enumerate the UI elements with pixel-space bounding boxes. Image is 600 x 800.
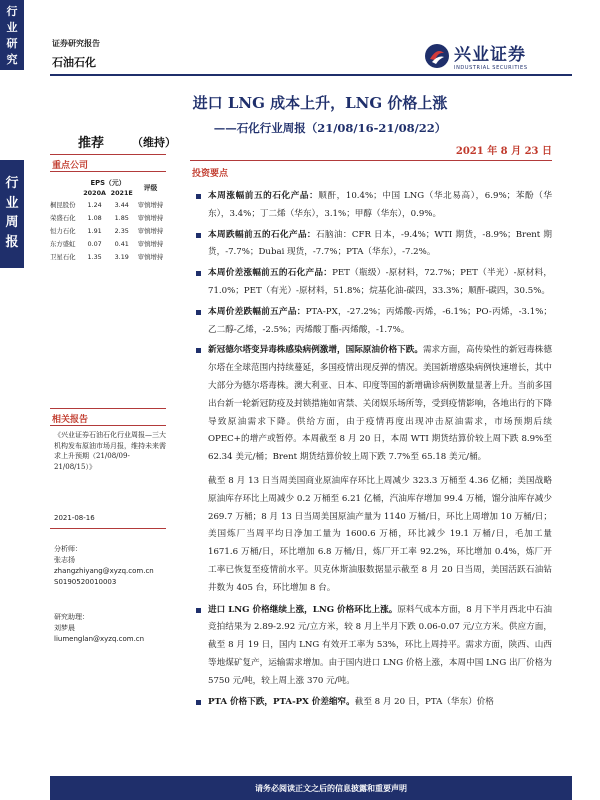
side-tab-industry-research — [0, 0, 24, 70]
analyst-name: 张志扬 — [54, 555, 75, 564]
sector-label: 石油石化 — [52, 56, 96, 69]
eps-2020: 1.24 — [87, 200, 102, 209]
eps-2020: 1.91 — [87, 226, 102, 235]
report-subtitle: ——石化行业周报（21/08/16-21/08/22） — [213, 121, 447, 135]
side-tab-weekly-report — [0, 160, 24, 268]
eps-2020: 0.07 — [87, 239, 102, 248]
bullet-item — [194, 227, 552, 263]
company-rating: 审慎增持 — [137, 240, 164, 248]
bullet-item — [194, 304, 552, 340]
side-tab-char: 业 — [5, 195, 19, 211]
assistant-email[interactable]: liumenglan@xyzq.com.cn — [54, 634, 145, 643]
company-name: 桐昆股份 — [50, 201, 76, 209]
side-tab-char: 周 — [5, 215, 19, 230]
table-row — [50, 224, 166, 237]
report-title: 进口 LNG 成本上升，LNG 价格上涨 — [192, 94, 448, 112]
left-divider — [50, 425, 166, 426]
bullet-item — [194, 694, 552, 712]
company-rating: 审慎增持 — [137, 201, 164, 209]
left-divider — [50, 171, 166, 172]
header-divider — [50, 74, 572, 76]
company-rating: 审慎增持 — [137, 227, 164, 235]
assistant-name: 刘梦晨 — [54, 623, 75, 632]
side-tab-char: 报 — [5, 234, 19, 250]
bullet-item — [194, 602, 552, 691]
bullet-lead: 本周涨幅前五的石化产品： — [208, 191, 319, 201]
bullet-text: PTA-PX，-27.2%；丙烯酸-丙烯，-6.1%；PO-丙烯，-3.1%；乙二醇-乙烯，-2.5%；丙烯酸丁酯-丙烯酸，-1.7%。 — [208, 306, 552, 335]
side-tab-char: 研 — [6, 36, 18, 50]
bullet-lead: 进口 LNG 价格继续上涨，LNG 价格环比上涨。 — [208, 604, 398, 615]
bullet-item — [194, 188, 552, 224]
company-name: 荣盛石化 — [50, 214, 76, 222]
key-companies-table — [50, 176, 166, 263]
analyst-cert: S0190520010003 — [54, 577, 117, 586]
bullet-text: 需求方面，高传染性的新冠毒株德尔塔在全球范围内持续蔓延，多国疫情出现反弹的情况。美国新增感染病例快速增长，其中大部分为德尔塔毒株。澳大利亚、日本、印度等国的新增确诊病例数量显著上升。当前多国出台新一轮新冠防疫及封锁措施如宵禁、关闭娱乐场所等，受到疫情影响，各地出行的下降导致原油需求下降。供给方面，由于疫情再度出现冲击原油需求，市场预期后续 OPEC+的增产或暂停。本周截至 8 月 20 日，本周 WTI 期货结算价较上周下跌 8.9%至 62.34 美元/桶；Brent 期货结算价较上周下跌 7.7%至 65.18 美元/桶。 — [208, 345, 552, 463]
eps-2020: 1.08 — [87, 213, 102, 222]
investment-highlights-heading: 投资要点 — [192, 169, 229, 179]
related-report-link[interactable]: 《兴业证券石油石化行业周报—三大机构发布原油市场月报，维持未来需求上升预期（21/08/09-21/08/15）》 — [54, 431, 166, 471]
bullet-lead: 本周价差跌幅前五产品： — [208, 306, 306, 317]
company-logo — [424, 40, 528, 71]
key-companies-heading: 重点公司 — [52, 161, 89, 171]
analyst-block — [54, 544, 154, 587]
eps-2020: 1.35 — [87, 252, 102, 261]
doc-type-label: 证券研究报告 — [52, 39, 100, 48]
year-header: 2020A — [83, 189, 106, 197]
left-divider — [50, 528, 166, 529]
table-row — [50, 250, 166, 263]
bullet-text: 石脑油：CFR 日本，-9.4%；WTI 期货，-8.9%；Brent 期货，-7.7%；Dubai 现货，-7.7%；PTA（华东），-7.2%。 — [208, 229, 552, 258]
eps-2021: 2.35 — [114, 226, 129, 235]
rating-status: （维持） — [132, 136, 176, 149]
bullet-lead: PTA 价格下跌，PTA-PX 价差缩窄。 — [208, 696, 355, 707]
report-date: 2021 年 8 月 23 日 — [455, 146, 552, 157]
left-divider — [50, 408, 166, 409]
eps-2021: 3.44 — [114, 200, 129, 209]
bullet-lead: 本周跌幅前五的石化产品： — [208, 229, 316, 240]
company-name: 卫星石化 — [50, 253, 76, 261]
side-tab-char: 行 — [5, 176, 19, 191]
side-tab-char: 行 — [6, 5, 18, 18]
table-row — [50, 237, 166, 250]
year-header: 2021E — [110, 189, 133, 197]
eps-2021: 1.85 — [114, 213, 129, 222]
bullet-text: 截至 8 月 20 日，PTA（华东）价格 — [354, 696, 494, 707]
table-row — [50, 211, 166, 224]
bullet-text: 原料气成本方面，8 月下半月西北中石油竞拍结果为 2.89-2.92 元/立方米，较 8 月上半月下跌 0.06-0.07 元/立方米。供应方面，截至 8 月 19 日，国内 LNG 有效开工率为 53%，环比上周持平。需求方面，陕西、山西等地煤矿复产，运输需求增加。由于国内进口 LNG 价格上涨，本周中国 LNG 出厂价格为 5750 元/吨，较上周上涨 370 元/吨。 — [208, 604, 553, 686]
table-row — [50, 198, 166, 211]
right-divider — [190, 160, 552, 161]
company-rating: 审慎增持 — [137, 253, 164, 261]
report-body — [194, 188, 552, 714]
disclaimer-footer: 请务必阅读正文之后的信息披露和重要声明 — [50, 776, 572, 800]
bullet-lead: 新冠德尔塔变异毒株感染病例激增，国际原油价格下跌。 — [208, 345, 423, 356]
bullet-item — [194, 265, 552, 301]
assistant-role: 研究助理： — [54, 613, 89, 621]
eps-2021: 0.41 — [114, 239, 129, 248]
left-divider — [50, 154, 166, 155]
related-reports-heading: 相关报告 — [52, 415, 89, 425]
rating-header: 评级 — [143, 184, 158, 192]
assistant-block — [54, 612, 144, 645]
analyst-role: 分析师： — [54, 545, 82, 553]
bullet-text: 顺酐，10.4%；中国 LNG（华北易高），6.9%；苯酚（华东），3.4%；丁二烯（华东），3.1%；甲醇（华东），0.9%。 — [208, 191, 552, 219]
bullet-text: PET（瓶级）-原材料，72.7%；PET（半光）-原材料，71.0%；PET（有光）-原材料，51.8%；烷基化油-碳四，33.3%；顺酐-碳四，30.5%。 — [208, 268, 552, 296]
company-rating: 审慎增持 — [137, 214, 164, 222]
company-name: 东方盛虹 — [50, 240, 76, 248]
side-tab-char: 究 — [6, 52, 18, 66]
analyst-email[interactable]: zhangzhiyang@xyzq.com.cn — [54, 566, 154, 575]
company-name: 恒力石化 — [50, 227, 76, 235]
logo-text-cn: 兴业证券 — [454, 45, 526, 65]
eps-2021: 3.19 — [114, 252, 129, 261]
rating-label: 推荐 — [78, 136, 105, 151]
body-paragraph: 截至 8 月 13 日当周美国商业原油库存环比上周减少 323.3 万桶至 4.36 亿桶；美国战略原油库存环比上周减少 0.2 万桶至 6.21 亿桶，汽油库存增加 99.4 万桶，馏分油库存减少 269.7 万桶；8 月 13 日当周美国原油产量为 1140 万桶/日，环比上周增加 10 万桶/日；美国炼厂当周平均日净加工量为 1600.6 万桶，环比减少 19.1 万桶/日，毛加工量 1671.6 万桶/日，环比增加 6.8 万桶/日，炼厂开工率 92.2%，环比增加 0.4%，炼厂开工率已恢复至疫情前水平。贝克休斯油服数据显示截至 8 月 20 日当周，美国活跃石油钻井数为 405 台，环比增加 8 台。 — [208, 475, 552, 593]
logo-emblem-icon — [424, 43, 450, 69]
side-tab-char: 业 — [6, 20, 18, 34]
bullet-item — [194, 342, 552, 467]
logo-text-en: INDUSTRIAL SECURITIES — [454, 65, 528, 71]
bullet-lead: 本周价差涨幅前五的石化产品： — [208, 268, 333, 279]
related-report-date: 2021-08-16 — [54, 514, 95, 522]
eps-header: EPS（元） — [90, 179, 126, 187]
